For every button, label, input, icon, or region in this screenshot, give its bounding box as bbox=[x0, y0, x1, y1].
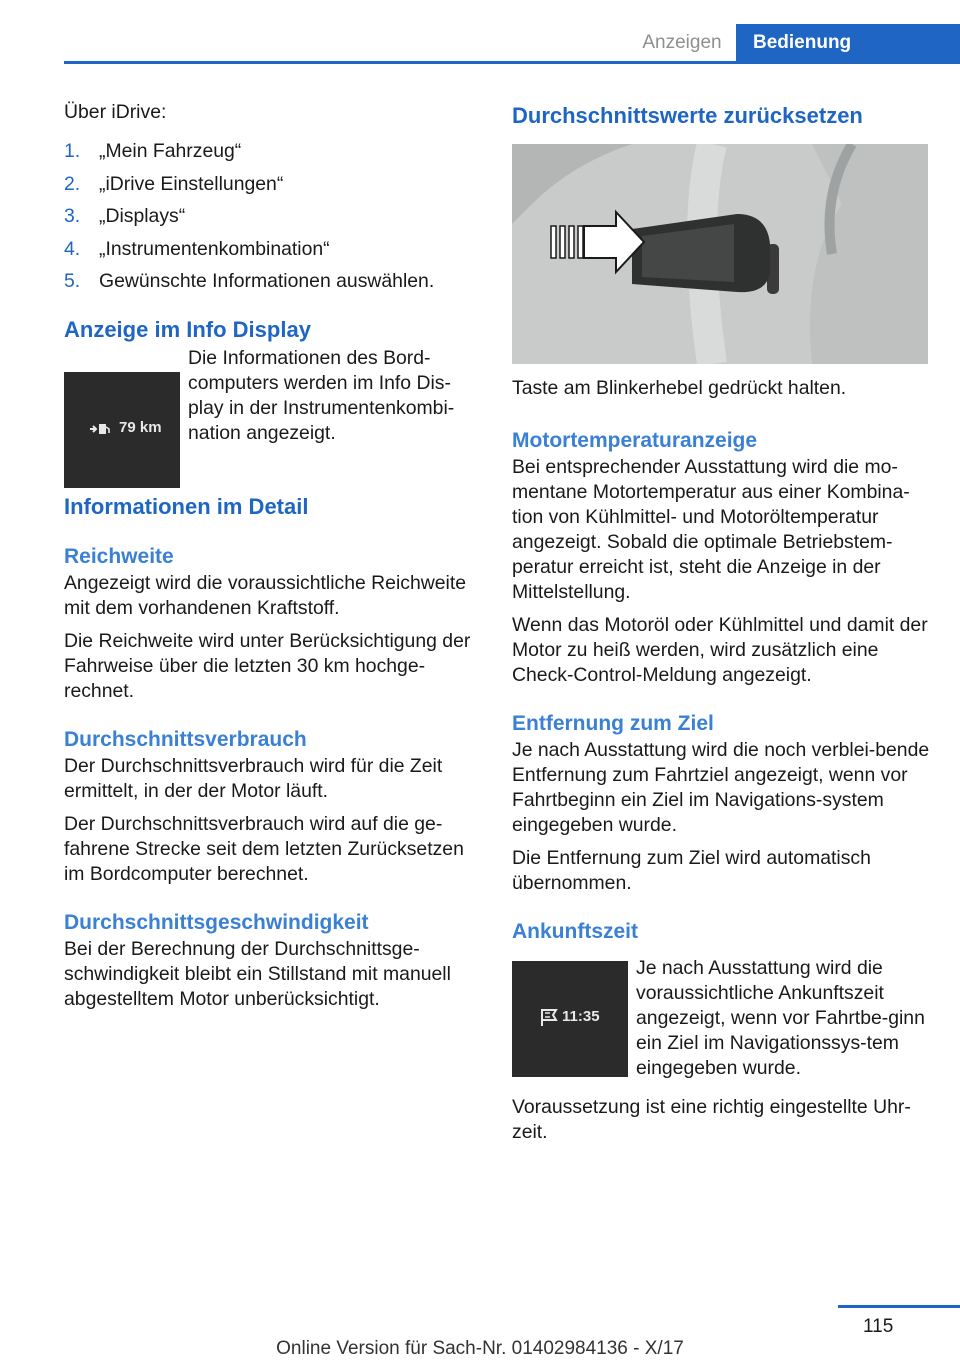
temperature-heading: Motortemperaturanzeige bbox=[512, 429, 758, 452]
range-paragraph-2: Die Reichweite wird unter Berücksichtigung der Fahrweise über die letzten 30 km hochge-rechnet. bbox=[64, 630, 471, 702]
reset-caption: Taste am Blinkerhebel gedrückt halten. bbox=[512, 377, 847, 399]
list-item: 2. „iDrive Einstellungen“ bbox=[64, 172, 284, 195]
temperature-paragraph-1: Bei entsprechender Ausstattung wird die mo-mentane Motortemperatur aus einer Kombina-tion von Kühlmittel- und Motoröltemperatur angezeigt. Sobald die optimale Betriebstem-peratur erreicht ist, steht die Anzeige in der Mittelstellung. bbox=[512, 456, 910, 603]
range-fuel-icon bbox=[89, 421, 113, 437]
turn-signal-lever-photo bbox=[512, 144, 928, 364]
arrival-time-value: 11:35 bbox=[562, 1008, 600, 1025]
info-display-heading: Anzeige im Info Display bbox=[64, 317, 311, 342]
info-display-block bbox=[64, 344, 482, 462]
reset-heading: Durchschnittswerte zurücksetzen bbox=[512, 103, 863, 128]
destination-heading: Entfernung zum Ziel bbox=[512, 712, 714, 735]
destination-paragraph-1: Je nach Ausstattung wird die noch verblei-bende Entfernung zum Fahrtziel angezeigt, wenn vor Fahrtbeginn ein Ziel im Navigations-system eingegeben wurde. bbox=[512, 739, 930, 836]
arrival-thumbnail bbox=[512, 961, 628, 1077]
online-version-note: Online Version für Sach-Nr. 01402984136 - X/17 bbox=[276, 1338, 684, 1359]
idrive-steps bbox=[64, 139, 482, 294]
info-display-text: Die Informationen des Bord-computers werden im Info Dis-play in der Instrumentenkombi-nation angezeigt. bbox=[188, 347, 455, 444]
destination-paragraph-2: Die Entfernung zum Ziel wird automatisch übernommen. bbox=[512, 847, 871, 894]
info-display-thumbnail bbox=[64, 372, 180, 488]
consumption-paragraph-1: Der Durchschnittsverbrauch wird für die Zeit ermittelt, in der der Motor läuft. bbox=[64, 755, 443, 802]
idrive-intro: Über iDrive: bbox=[64, 101, 167, 123]
speed-heading: Durchschnittsgeschwindigkeit bbox=[64, 911, 369, 934]
range-paragraph-1: Angezeigt wird die voraussichtliche Reichweite mit dem vorhandenen Kraftstoff. bbox=[64, 572, 467, 619]
range-heading: Reichweite bbox=[64, 545, 174, 568]
temperature-paragraph-2: Wenn das Motoröl oder Kühlmittel und damit der Motor zu heiß werden, wird zusätzlich eine Check-Control-Meldung angezeigt. bbox=[512, 614, 928, 686]
arrival-block bbox=[512, 956, 930, 1081]
tab-bedienung[interactable]: Bedienung bbox=[736, 24, 960, 61]
lever-illustration bbox=[512, 144, 928, 364]
range-value: 79 km bbox=[119, 419, 162, 436]
list-item: 4. „Instrumentenkombination“ bbox=[64, 237, 330, 260]
arrival-heading: Ankunftszeit bbox=[512, 920, 638, 943]
right-column bbox=[512, 100, 930, 1153]
footer-rule bbox=[838, 1305, 960, 1308]
destination-flag-icon bbox=[538, 1008, 560, 1028]
consumption-heading: Durchschnittsverbrauch bbox=[64, 728, 307, 751]
left-column bbox=[64, 100, 482, 1020]
arrival-text: Je nach Ausstattung wird die voraussichtliche Ankunftszeit angezeigt, wenn vor Fahrtbe-ginn ein Ziel im Navigationssys-tem eingegeben wurde. bbox=[636, 957, 925, 1079]
list-item: 1. „Mein Fahrzeug“ bbox=[64, 140, 242, 162]
detail-heading: Informationen im Detail bbox=[64, 494, 309, 519]
speed-paragraph-1: Bei der Berechnung der Durchschnittsge-schwindigkeit bleibt ein Stillstand mit manuell abgestelltem Motor unberücksichtigt. bbox=[64, 938, 451, 1010]
list-item: 5. Gewünschte Informationen auswählen. bbox=[64, 270, 435, 292]
consumption-paragraph-2: Der Durchschnittsverbrauch wird auf die ge-fahrene Strecke seit dem letzten Zurücksetzen im Bordcomputer berechnet. bbox=[64, 813, 464, 885]
page-number: 115 bbox=[863, 1316, 894, 1337]
list-item: 3. „Displays“ bbox=[64, 205, 186, 227]
arrival-paragraph-2: Voraussetzung ist eine richtig eingestellte Uhr-zeit. bbox=[512, 1096, 911, 1143]
tab-anzeigen[interactable]: Anzeigen bbox=[642, 32, 722, 53]
header-rule bbox=[64, 61, 960, 64]
